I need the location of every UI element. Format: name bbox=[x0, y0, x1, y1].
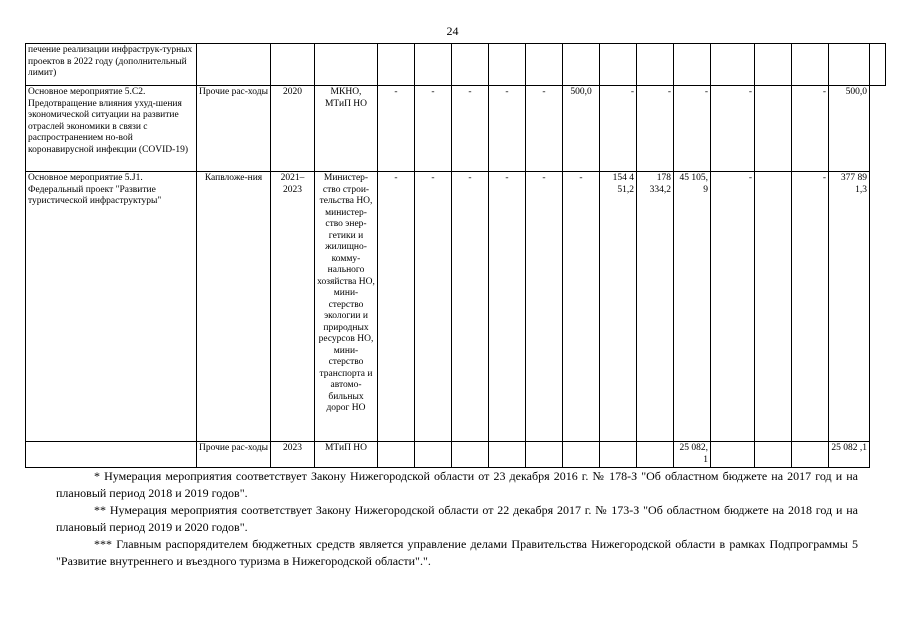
table-cell: - bbox=[489, 172, 526, 442]
table-cell: 154 4 51,2 bbox=[600, 172, 637, 442]
table-cell: 500,0 bbox=[829, 86, 870, 172]
table-cell bbox=[600, 442, 637, 468]
table-cell: Прочие рас-ходы bbox=[197, 442, 271, 468]
table-cell: 178 334,2 bbox=[637, 172, 674, 442]
table-cell: - bbox=[711, 86, 755, 172]
table-cell bbox=[755, 86, 792, 172]
table-row bbox=[26, 172, 886, 442]
table-cell bbox=[870, 44, 886, 86]
table-cell: - bbox=[452, 172, 489, 442]
table-cell: 500,0 bbox=[563, 86, 600, 172]
table-row bbox=[26, 86, 886, 172]
table-cell: - bbox=[489, 86, 526, 172]
table-cell: - bbox=[637, 86, 674, 172]
table-cell bbox=[755, 44, 792, 86]
table-cell: Министер-ство строи-тельства НО, министер-ство энер-гетики и жилищно-комму-нального хозяйства НО, мини-стерство экологии и природных ресурсов НО, мини-стерство транспорта и автомо-бильных дорог НО bbox=[315, 172, 378, 442]
table-cell bbox=[489, 442, 526, 468]
table-cell: - bbox=[415, 86, 452, 172]
table-cell: - bbox=[378, 86, 415, 172]
table-cell bbox=[526, 442, 563, 468]
table-cell: - bbox=[674, 86, 711, 172]
table-cell bbox=[755, 172, 792, 442]
table-cell bbox=[378, 442, 415, 468]
table-cell bbox=[792, 44, 829, 86]
table-cell bbox=[452, 442, 489, 468]
table-cell bbox=[674, 44, 711, 86]
table-cell: 2020 bbox=[271, 86, 315, 172]
table-cell bbox=[829, 44, 870, 86]
activity-name-cell: Основное мероприятие 5.J1. Федеральный проект "Развитие туристической инфраструктуры" bbox=[26, 172, 197, 442]
table-cell: - bbox=[792, 172, 829, 442]
activity-name-cell: печение реализации инфраструк-турных проектов в 2022 году (дополнительный лимит) bbox=[26, 44, 197, 86]
table-cell: - bbox=[526, 172, 563, 442]
table-cell bbox=[452, 44, 489, 86]
table-cell bbox=[563, 442, 600, 468]
table-cell: МТиП НО bbox=[315, 442, 378, 468]
activity-name-cell: Основное мероприятие 5.C2. Предотвращение влияния ухуд-шения экономической ситуации на развитие отраслей экономики в связи с распространением но-вой коронавирусной инфекции (COVID-19) bbox=[26, 86, 197, 172]
table-cell bbox=[563, 44, 600, 86]
table-cell bbox=[415, 442, 452, 468]
table-row bbox=[26, 44, 886, 86]
table-cell: - bbox=[563, 172, 600, 442]
table-cell: 25 082, 1 bbox=[674, 442, 711, 468]
table-cell: 25 082 ,1 bbox=[829, 442, 870, 468]
table-cell bbox=[415, 44, 452, 86]
table-cell bbox=[526, 44, 563, 86]
activity-name-cell bbox=[26, 442, 197, 468]
table-cell bbox=[711, 442, 755, 468]
footnote-1: * Нумерация мероприятия соответствует Закону Нижегородской области от 23 декабря 2016 г. № 178-З "Об областном бюджете на 2017 год и на плановый период 2018 и 2019 годов". bbox=[56, 469, 858, 500]
budget-table bbox=[25, 43, 886, 468]
table-cell: 377 89 1,3 bbox=[829, 172, 870, 442]
table-cell: - bbox=[378, 172, 415, 442]
table-cell: МКНО, МТиП НО bbox=[315, 86, 378, 172]
table-row bbox=[26, 442, 886, 468]
table-cell bbox=[711, 44, 755, 86]
table-cell bbox=[600, 44, 637, 86]
table-cell: - bbox=[600, 86, 637, 172]
page-number: 24 bbox=[446, 24, 459, 38]
table-cell: - bbox=[711, 172, 755, 442]
table-cell: 2023 bbox=[271, 442, 315, 468]
table-cell bbox=[755, 442, 792, 468]
table-cell: - bbox=[792, 86, 829, 172]
footnote-3: *** Главным распорядителем бюджетных средств является управление делами Правительства Нижегородской области в рамках Подпрограммы 5 "Развитие внутреннего и въездного туризма в Нижегородской области".". bbox=[56, 537, 858, 568]
footnotes bbox=[56, 468, 858, 570]
table-cell: - bbox=[415, 172, 452, 442]
table-cell bbox=[489, 44, 526, 86]
table-cell: 45 105, 9 bbox=[674, 172, 711, 442]
table-cell bbox=[378, 44, 415, 86]
table-cell bbox=[637, 442, 674, 468]
table-cell: - bbox=[452, 86, 489, 172]
footnote-2: ** Нумерация мероприятия соответствует Закону Нижегородской области от 22 декабря 2017 г. № 173-З "Об областном бюджете на 2018 год и на плановый период 2019 и 2020 годов". bbox=[56, 503, 858, 534]
table-cell bbox=[315, 44, 378, 86]
table-cell: 2021–2023 bbox=[271, 172, 315, 442]
table-cell: Капвложе-ния bbox=[197, 172, 271, 442]
table-cell bbox=[271, 44, 315, 86]
table-cell bbox=[637, 44, 674, 86]
table-cell bbox=[792, 442, 829, 468]
table-cell: Прочие рас-ходы bbox=[197, 86, 271, 172]
table-cell bbox=[197, 44, 271, 86]
table-cell: - bbox=[526, 86, 563, 172]
